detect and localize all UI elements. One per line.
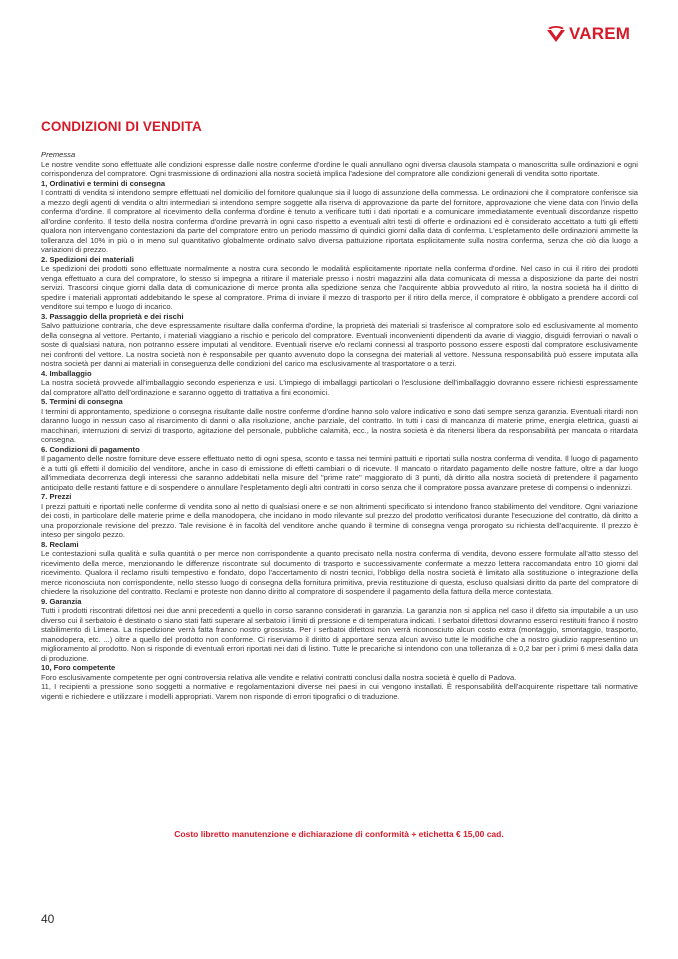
section-premessa: [41, 150, 638, 179]
section-body: Foro esclusivamente competente per ogni controversia relativa alle vendite e relativi contratti conclusi dalla nostra società è quello di Padova.: [41, 672, 517, 682]
page-title: CONDIZIONI DI VENDITA: [41, 119, 202, 134]
section-body: Le nostre vendite sono effettuate alle condizioni espresse dalle nostre conferme d'ordine le quali annullano ogni diversa clausola stampata o manoscritta sulle ordinazioni e ogni corrispondenza del compratore. Ogni trasmissione di ordinazioni alla nostra società implica l'adesione del compratore alle condizioni generali di vendita sotto riportate.: [41, 159, 638, 178]
section-body: 11, I recipienti a pressione sono soggetti a normative e regolamentazioni diverse nei paesi in cui vengono installati. È responsabilità dell'acquirente rispettare tali normative vigenti e richiedere e utilizzare i modelli appropriati. Varem non risponde di errori tipografici o di traduzione.: [41, 682, 638, 701]
price-note: Costo libretto manutenzione e dichiarazione di conformità + etichetta € 15,00 cad.: [174, 829, 504, 839]
section-imballaggio: [41, 369, 638, 398]
section-reclami: [41, 540, 638, 597]
section-prezzi: [41, 492, 638, 540]
section-foro: [41, 663, 638, 682]
conditions-text: [41, 150, 638, 701]
section-normative: [41, 682, 638, 701]
section-heading: 6. Condizioni di pagamento: [41, 444, 140, 454]
section-heading: 5. Termini di consegna: [41, 397, 123, 406]
section-body: I prezzi pattuiti e riportati nelle conferme di vendita sono al netto di qualsiasi onere e se non altrimenti specificato si intendono franco stabilimento del venditore. Ogni variazione dei costi, in particolare delle materie prime e della manodopera, che incidano in modo rilevante sul prezzo del prodotto verificatosi durante l'esecuzione del contratto, dà diritto a una proporzionale revisione del prezzo. Tale revisione è in facoltà del venditore anche quando il termine di consegna venga prorogato su richiesta dell'acquirente. Il prezzo è inteso per singolo pezzo.: [41, 501, 638, 539]
section-heading: 3. Passaggio della proprietà e dei rischi: [41, 311, 184, 321]
section-body: Le spedizioni dei prodotti sono effettuate normalmente a nostra cura secondo le modalità esplicitamente riportate nella conferma d'ordine. Nel caso in cui il ritiro dei prodotti venga effettuato a cura del compratore, lo stesso si impegna a ritirare il materiale presso i nostri magazzini alla data comunicata di messa a disposizione da parte dei nostri servizi. Trascorsi cinque giorni dalla data di comunicazione di merce pronta alla spedizione senza che l'acquirente abbia provveduto al ritiro, la nostra società ha il diritto di spedire i materiali approntati addebitando le spese al compratore. Prima di inviare il mezzo di trasporto per il ritiro della merce, il compratore è obbligato a prendere accordi col venditore sui tempo e luogo di incarico.: [41, 264, 638, 311]
section-ordinativi: [41, 179, 638, 255]
section-body: Salvo pattuizione contraria, che deve espressamente risultare dalla conferma d'ordine, la proprietà dei materiali si trasferisce al compratore solo ed esclusivamente al momento della consegna al vettore. Pertanto, i materiali viaggiano a rischio e pericolo del compratore. Eventuali inconvenienti dipendenti da avarie di viaggio, disguidi ferroviari o navali o soste di qualsiasi natura, non potranno essere imputati al venditore. Eventuali riserve e/o reclami connessi al trasporto possono essere esposti dal compratore esclusivamente nei confronti del vettore. La nostra società non è responsabile per quanto avvenuto dopo la consegna dei materiali al vettore. Nessuna responsabilità può essere imputata alla nostra società per danni ai materiali in conseguenza delle condizioni del carico ma esclusivamente al trasportatore o a terzi.: [41, 321, 638, 368]
section-body: Il pagamento delle nostre forniture deve essere effettuato netto di ogni spesa, sconto e tassa nei termini pattuiti e riportati sulla nostra conferma di vendita. Il luogo di pagamento è a tutti gli effetti il domicilio del venditore, anche in caso di emissione di effetti cambiari o di ricevute. Il mancato o ritardato pagamento delle nostre fatture, oltre a dar luogo all'immediata decorrenza degli interessi che saranno addebitati nella misure del "prime rate" maggiorato di 3 punti, dà diritto alla nostra società di pretendere il pagamento anticipato delle restanti fatture e di sospendere o annullare l'espletamento degli altri contratti in corso senza che il compratore possa avanzare pretese di compensi o indennizzi.: [41, 454, 638, 492]
section-heading: 7. Prezzi: [41, 492, 72, 501]
section-proprieta: [41, 312, 638, 369]
section-body: Tutti i prodotti riscontrati difettosi nei due anni precedenti a quello in corso saranno considerati in garanzia. La garanzia non si applica nel caso il difetto sia imputabile a un uso diverso cui il serbatoio è destinato o siano stati fatti superare al serbatoio i limiti di pressione e di temperatura indicati. I serbatoi difettosi dovranno esserci restituiti franco il nostro stabilimento di Limena. La rispedizione verrà fatta franco nostro grossista. Per i serbatoi difettosi non verrà riconosciuto alcun costo extra (montaggio, smontaggio, trasporto, manodopera, etc. ...) oltre a quello del prodotto non conforme. Ci riserviamo il diritto di apportare senza alcun avviso tutte le modifiche che a nostro giudizio rappresentino un miglioramento al prodotto. Non si risponde di eventuali errori riportati nei dati di listino. Tutte le precariche si intendono con una tolleranza di ± 0,2 bar per i primi 6 mesi dalla data di produzione.: [41, 606, 638, 663]
page-number: 40: [41, 912, 55, 926]
varem-logo-icon: [546, 25, 566, 43]
section-body: I termini di approntamento, spedizione o consegna risultante dalle nostre conferme d'ordine hanno solo valore indicativo e sono dati sempre senza garanzia. Eventuali ritardi non daranno luogo in nessun caso al risarcimento di danni o alla risoluzione, anche parziale, del contratto. In tutti i casi di mancanza di materie prime, energia elettrica, guasti ai macchinari, interruzioni di servizi di trasporto, agitazione del personale, pubbliche calamità, ecc., la nostra società è da ritenersi libera da responsabilità per mancata o ritardata consegna.: [41, 406, 638, 444]
section-heading: 8. Reclami: [41, 539, 79, 549]
section-body: Le contestazioni sulla qualità e sulla quantità o per merce non corrispondente a quanto precisato nella nostra conferma di vendita, devono essere formulate all'atto stesso del ricevimento della merce, menzionando le differenze riscontrate sul documento di trasporto e successivamente confermate a mezzo lettera raccomandata entro 10 giorni dal ricevimento. Qualora il reclamo risulti tempestivo e fondato, dopo l'accertamento di nostri tecnici, l'obbligo della nostra società è limitato alla sostituzione o integrazione della merce riconosciuta non corrispondente, nello stesso luogo di consegna della fornitura primitiva, previa restituzione di questa, escluso qualsiasi diritto da parte del compratore di chiedere la risoluzione del contratto. Reclami e proteste non danno diritto al compratore di sospendere il pagamento della fattura della merce contestata.: [41, 549, 638, 596]
section-heading: 1, Ordinativi e termini di consegna: [41, 178, 166, 188]
section-body: La nostra società provvede all'imballaggio secondo esperienza e usi. L'impiego di imballaggi particolari o l'esclusione dell'imballaggio dovranno essere richiesti espressamente dal compratore all'atto dell'ordinazione e saranno oggetto di trattativa a fini economici.: [41, 378, 638, 397]
section-heading: 2. Spedizioni dei materiali: [41, 254, 134, 264]
section-pagamento: [41, 445, 638, 493]
section-spedizioni: [41, 255, 638, 312]
section-heading: Premessa: [41, 150, 76, 159]
section-heading: 4. Imballaggio: [41, 368, 92, 378]
section-garanzia: [41, 597, 638, 664]
section-heading: 9. Garanzia: [41, 596, 82, 606]
section-heading: 10, Foro competente: [41, 663, 116, 672]
brand-name: VAREM: [569, 24, 631, 43]
brand-logo: [546, 24, 630, 44]
section-termini-consegna: [41, 397, 638, 445]
section-body: I contratti di vendita si intendono sempre effettuati nel domicilio del fornitore qualunque sia il luogo di assunzione della commessa. Le ordinazioni che il compratore conferisce sia a mezzo degli agenti di vendita o altri intermediari si intendono sempre soggette alla riserva di approvazione da parte del fornitore, approvazione che viene data con l'invio della conferma d'ordine. Il compratore al ricevimento della conferma d'ordine è tenuto a verificare tutti i dati riportati e a comunicare immediatamente eventuali discordanze rispetto all'ordine conferito. Il testo della nostra conferma d'ordine prevarrà in ogni caso rispetto a eventuali altri testi di offerte e ordinazioni ed è considerato accettato a tutti gli effetti qualora non intervengano contestazioni da parte del compratore entro un periodo massimo di quindici giorni dalla data di conferma. L'espletamento delle ordinazioni ammette la tolleranza del 10% in più o in meno sul quantitativo globalmente ordinato salvo diversa pattuizione riportata esplicitamente sulla nostra conferma, senza che ciò dia luogo a variazioni di prezzo.: [41, 188, 638, 254]
